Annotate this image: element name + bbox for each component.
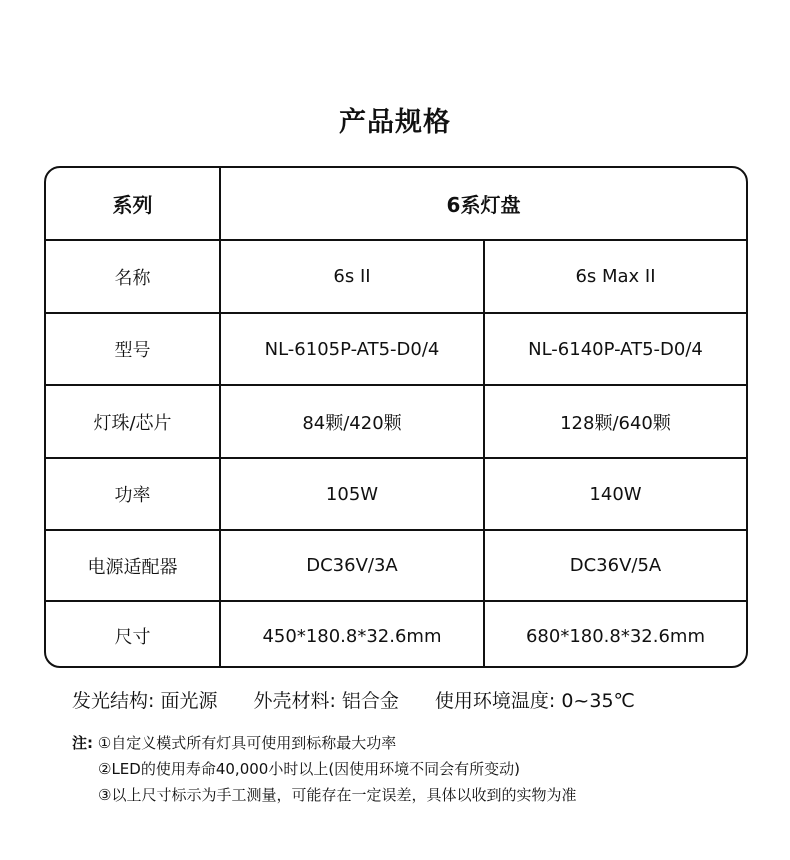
row-value: 450*180.8*32.6mm [221,602,485,668]
row-value: NL-6140P-AT5-D0/4 [528,338,703,360]
table-row [46,457,746,529]
row-value: 6s II [221,241,485,312]
row-label: 名称 [46,241,221,312]
table-row [46,312,746,384]
row-value: 6s Max II [575,266,656,287]
page-title: 产品规格 [339,107,451,138]
row-value: 140W [589,483,642,505]
notes [72,730,576,808]
notes-label: 注: [72,734,93,752]
row-label: 灯珠/芯片 [46,386,221,457]
table-row [46,239,746,312]
table-header-row [46,168,746,239]
row-label: 尺寸 [46,602,221,668]
feature-item: 发光结构: 面光源 [72,690,218,712]
table-row [46,384,746,457]
note-item: ③以上尺寸标示为手工测量，可能存在一定误差，具体以收到的实物为准 [98,786,577,804]
row-value: DC36V/3A [221,531,485,600]
spec-table [44,166,748,668]
row-value: 128颗/640颗 [560,412,671,434]
row-value: 84颗/420颗 [221,386,485,457]
table-row [46,529,746,600]
row-label: 电源适配器 [46,531,221,600]
row-value: NL-6105P-AT5-D0/4 [221,314,485,384]
series-label: 系列 [46,168,221,239]
features-line [72,686,671,713]
row-value: 680*180.8*32.6mm [525,625,706,647]
row-label: 型号 [46,314,221,384]
note-item: ①自定义模式所有灯具可使用到标称最大功率 [97,734,397,752]
feature-item: 使用环境温度: 0~35℃ [434,690,635,712]
note-item: ②LED的使用寿命40,000小时以上(因使用环境不同会有所变动) [98,760,521,778]
row-value: 105W [221,459,485,529]
row-value: DC36V/5A [569,555,662,576]
feature-item: 外壳材料: 铝合金 [253,690,399,712]
table-row [46,600,746,668]
series-value: 6系灯盘 [446,193,521,217]
row-label: 功率 [46,459,221,529]
